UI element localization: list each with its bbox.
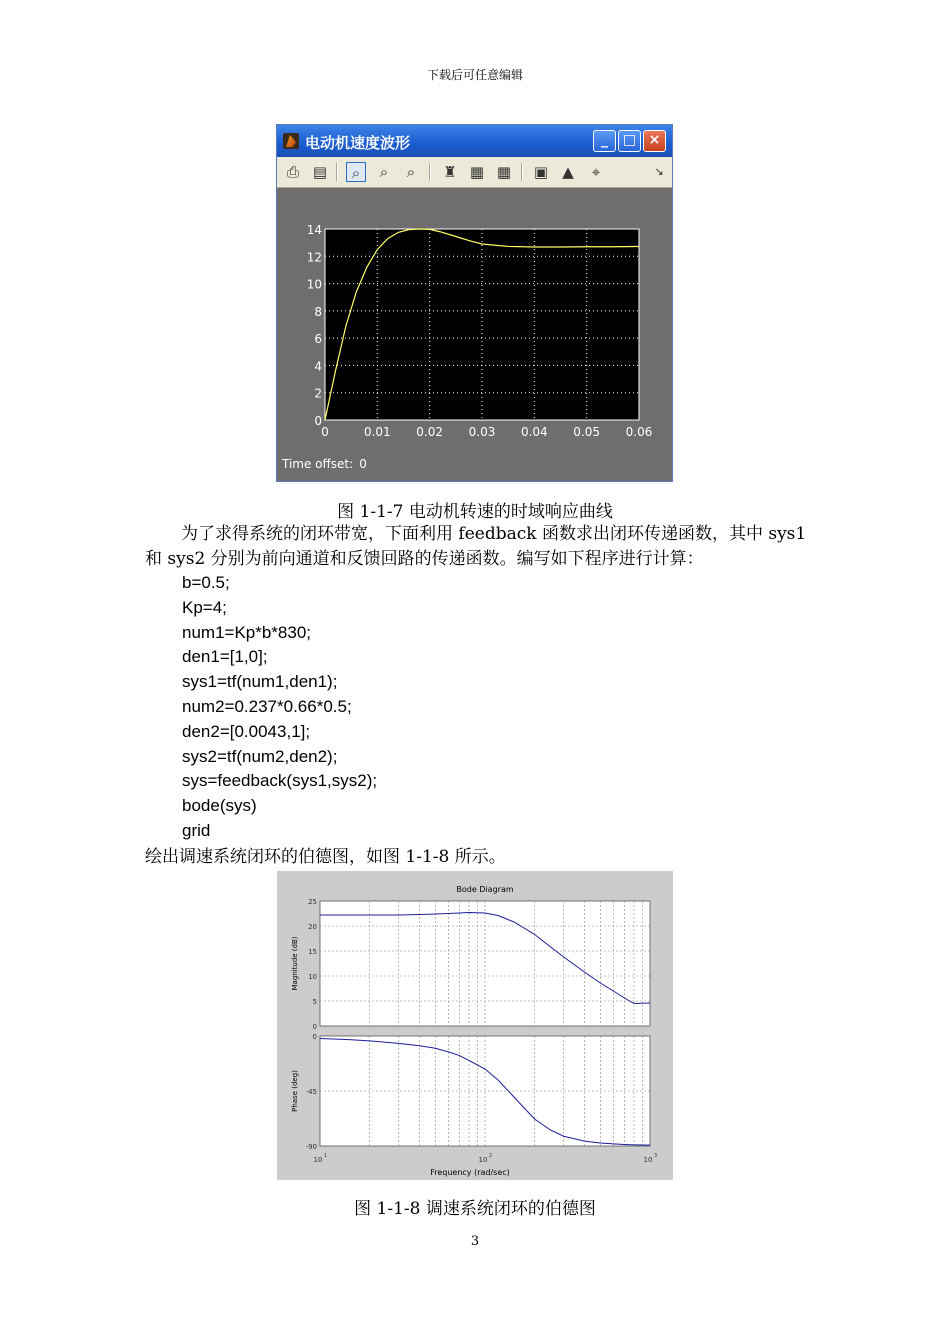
code-line: num2=0.237*0.66*0.5; bbox=[182, 696, 352, 716]
zoom-x-icon[interactable]: ⌕ bbox=[379, 163, 389, 181]
body-paragraph-1 bbox=[145, 522, 817, 572]
bode-y-tick-label: 0 bbox=[312, 1033, 317, 1041]
bode-y-axis-label: Phase (deg) bbox=[291, 1070, 299, 1112]
bode-diagram bbox=[277, 871, 673, 1180]
bode-x-tick-label: 10 bbox=[313, 1156, 323, 1164]
bode-title: Bode Diagram bbox=[456, 885, 514, 894]
bode-y-tick-label: -45 bbox=[305, 1088, 317, 1096]
code-line: den2=[0.0043,1]; bbox=[182, 721, 311, 741]
close-button[interactable]: × bbox=[643, 130, 666, 152]
scope-plot bbox=[277, 187, 672, 457]
page-header: 下载后可任意编辑 bbox=[426, 68, 523, 82]
bode-y-axis-label: Magnitude (dB) bbox=[291, 936, 299, 991]
lock-icon[interactable]: ▲ bbox=[562, 163, 574, 181]
bode-x-axis-label: Frequency (rad/sec) bbox=[430, 1168, 510, 1177]
bode-y-tick-label: 25 bbox=[308, 898, 317, 906]
floating-scope-icon[interactable]: ▣ bbox=[533, 163, 549, 181]
scope-y-tick-label: 4 bbox=[314, 359, 322, 374]
code-line: den1=[1,0]; bbox=[182, 647, 268, 667]
bode-y-tick-label: 5 bbox=[312, 998, 317, 1006]
bode-y-tick-label: 10 bbox=[308, 973, 317, 981]
paragraph-text: 为了求得系统的闭环带宽，下面利用 feedback 函数求出闭环传递函数，其中 sys1 和 sys2 分别为前向通道和反馈回路的传递函数。编写如下程序进行计算： bbox=[145, 524, 807, 569]
parameters-icon[interactable]: ▤ bbox=[312, 163, 328, 181]
bode-y-tick-label: 20 bbox=[308, 923, 317, 931]
bode-y-tick-label: 15 bbox=[308, 948, 317, 956]
print-icon[interactable]: ⎙ bbox=[286, 163, 299, 181]
bode-y-tick-label: -90 bbox=[305, 1143, 317, 1151]
maximize-button[interactable]: □ bbox=[618, 130, 641, 152]
figure-caption-1: 图 1-1-7 电动机转速的时域响应曲线 bbox=[337, 502, 613, 522]
bode-x-tick-label: 10 bbox=[478, 1156, 488, 1164]
scope-titlebar[interactable] bbox=[277, 125, 672, 157]
code-line: Kp=4; bbox=[182, 597, 227, 617]
scope-y-tick-label: 8 bbox=[314, 304, 322, 319]
scope-y-tick-label: 14 bbox=[306, 223, 322, 237]
scope-y-tick-label: 0 bbox=[314, 414, 322, 428]
scope-x-tick-label: 0.01 bbox=[363, 425, 391, 439]
restore-axes-icon[interactable]: ▦ bbox=[496, 163, 512, 181]
scope-y-tick-label: 10 bbox=[306, 277, 322, 292]
scope-x-tick-label: 0.02 bbox=[416, 425, 444, 439]
scope-window-title: 电动机速度波形 bbox=[305, 134, 411, 152]
scope-y-tick-label: 6 bbox=[314, 332, 322, 347]
autoscale-binoculars-icon[interactable]: ♜ bbox=[443, 163, 457, 181]
scope-x-tick-label: 0.05 bbox=[573, 425, 601, 439]
minimize-button[interactable]: _ bbox=[593, 130, 616, 152]
save-axes-icon[interactable]: ▦ bbox=[469, 163, 485, 181]
bode-x-tick-exponent: 1 bbox=[324, 1153, 328, 1159]
code-line: bode(sys) bbox=[182, 796, 257, 816]
code-line: num1=Kp*b*830; bbox=[182, 622, 312, 642]
page-number: 3 bbox=[470, 1234, 480, 1249]
code-line: sys2=tf(num2,den2); bbox=[182, 746, 338, 766]
time-offset bbox=[282, 457, 367, 471]
time-offset-label: Time offset: bbox=[282, 457, 354, 471]
scope-x-tick-label: 0.03 bbox=[468, 425, 496, 439]
scope-y-tick-label: 2 bbox=[314, 386, 322, 401]
scope-window bbox=[276, 124, 673, 482]
matlab-icon bbox=[283, 133, 299, 149]
code-line: sys=feedback(sys1,sys2); bbox=[182, 771, 378, 791]
bode-panel-axes bbox=[320, 901, 650, 1026]
signal-selection-icon[interactable]: ⌖ bbox=[591, 163, 601, 181]
toolbar-overflow-icon[interactable]: ↘ bbox=[654, 165, 664, 178]
figure-caption-2: 图 1-1-8 调速系统闭环的伯德图 bbox=[354, 1199, 596, 1219]
toolbar-separator bbox=[336, 163, 338, 181]
bode-x-tick-label: 10 bbox=[643, 1156, 653, 1164]
bode-x-tick-exponent: 2 bbox=[489, 1153, 493, 1159]
toolbar-separator bbox=[429, 163, 431, 181]
code-line: b=0.5; bbox=[182, 573, 230, 592]
code-line: grid bbox=[182, 820, 211, 840]
code-block bbox=[182, 571, 377, 844]
toolbar-separator bbox=[521, 163, 523, 181]
code-line: sys1=tf(num1,den1); bbox=[182, 672, 338, 692]
zoom-y-icon[interactable]: ⌕ bbox=[406, 163, 416, 181]
scope-x-tick-label: 0.06 bbox=[625, 425, 653, 439]
scope-toolbar bbox=[277, 157, 672, 188]
scope-x-tick-label: 0 bbox=[321, 425, 329, 439]
scope-x-tick-label: 0.04 bbox=[520, 425, 548, 439]
scope-y-tick-label: 12 bbox=[306, 250, 322, 265]
zoom-icon[interactable]: ⌕ bbox=[346, 162, 366, 182]
bode-x-tick-exponent: 3 bbox=[654, 1153, 658, 1159]
bode-y-tick-label: 0 bbox=[312, 1023, 317, 1031]
body-paragraph-2: 绘出调速系统闭环的伯德图，如图 1-1-8 所示。 bbox=[145, 847, 506, 867]
time-offset-value: 0 bbox=[359, 457, 367, 471]
